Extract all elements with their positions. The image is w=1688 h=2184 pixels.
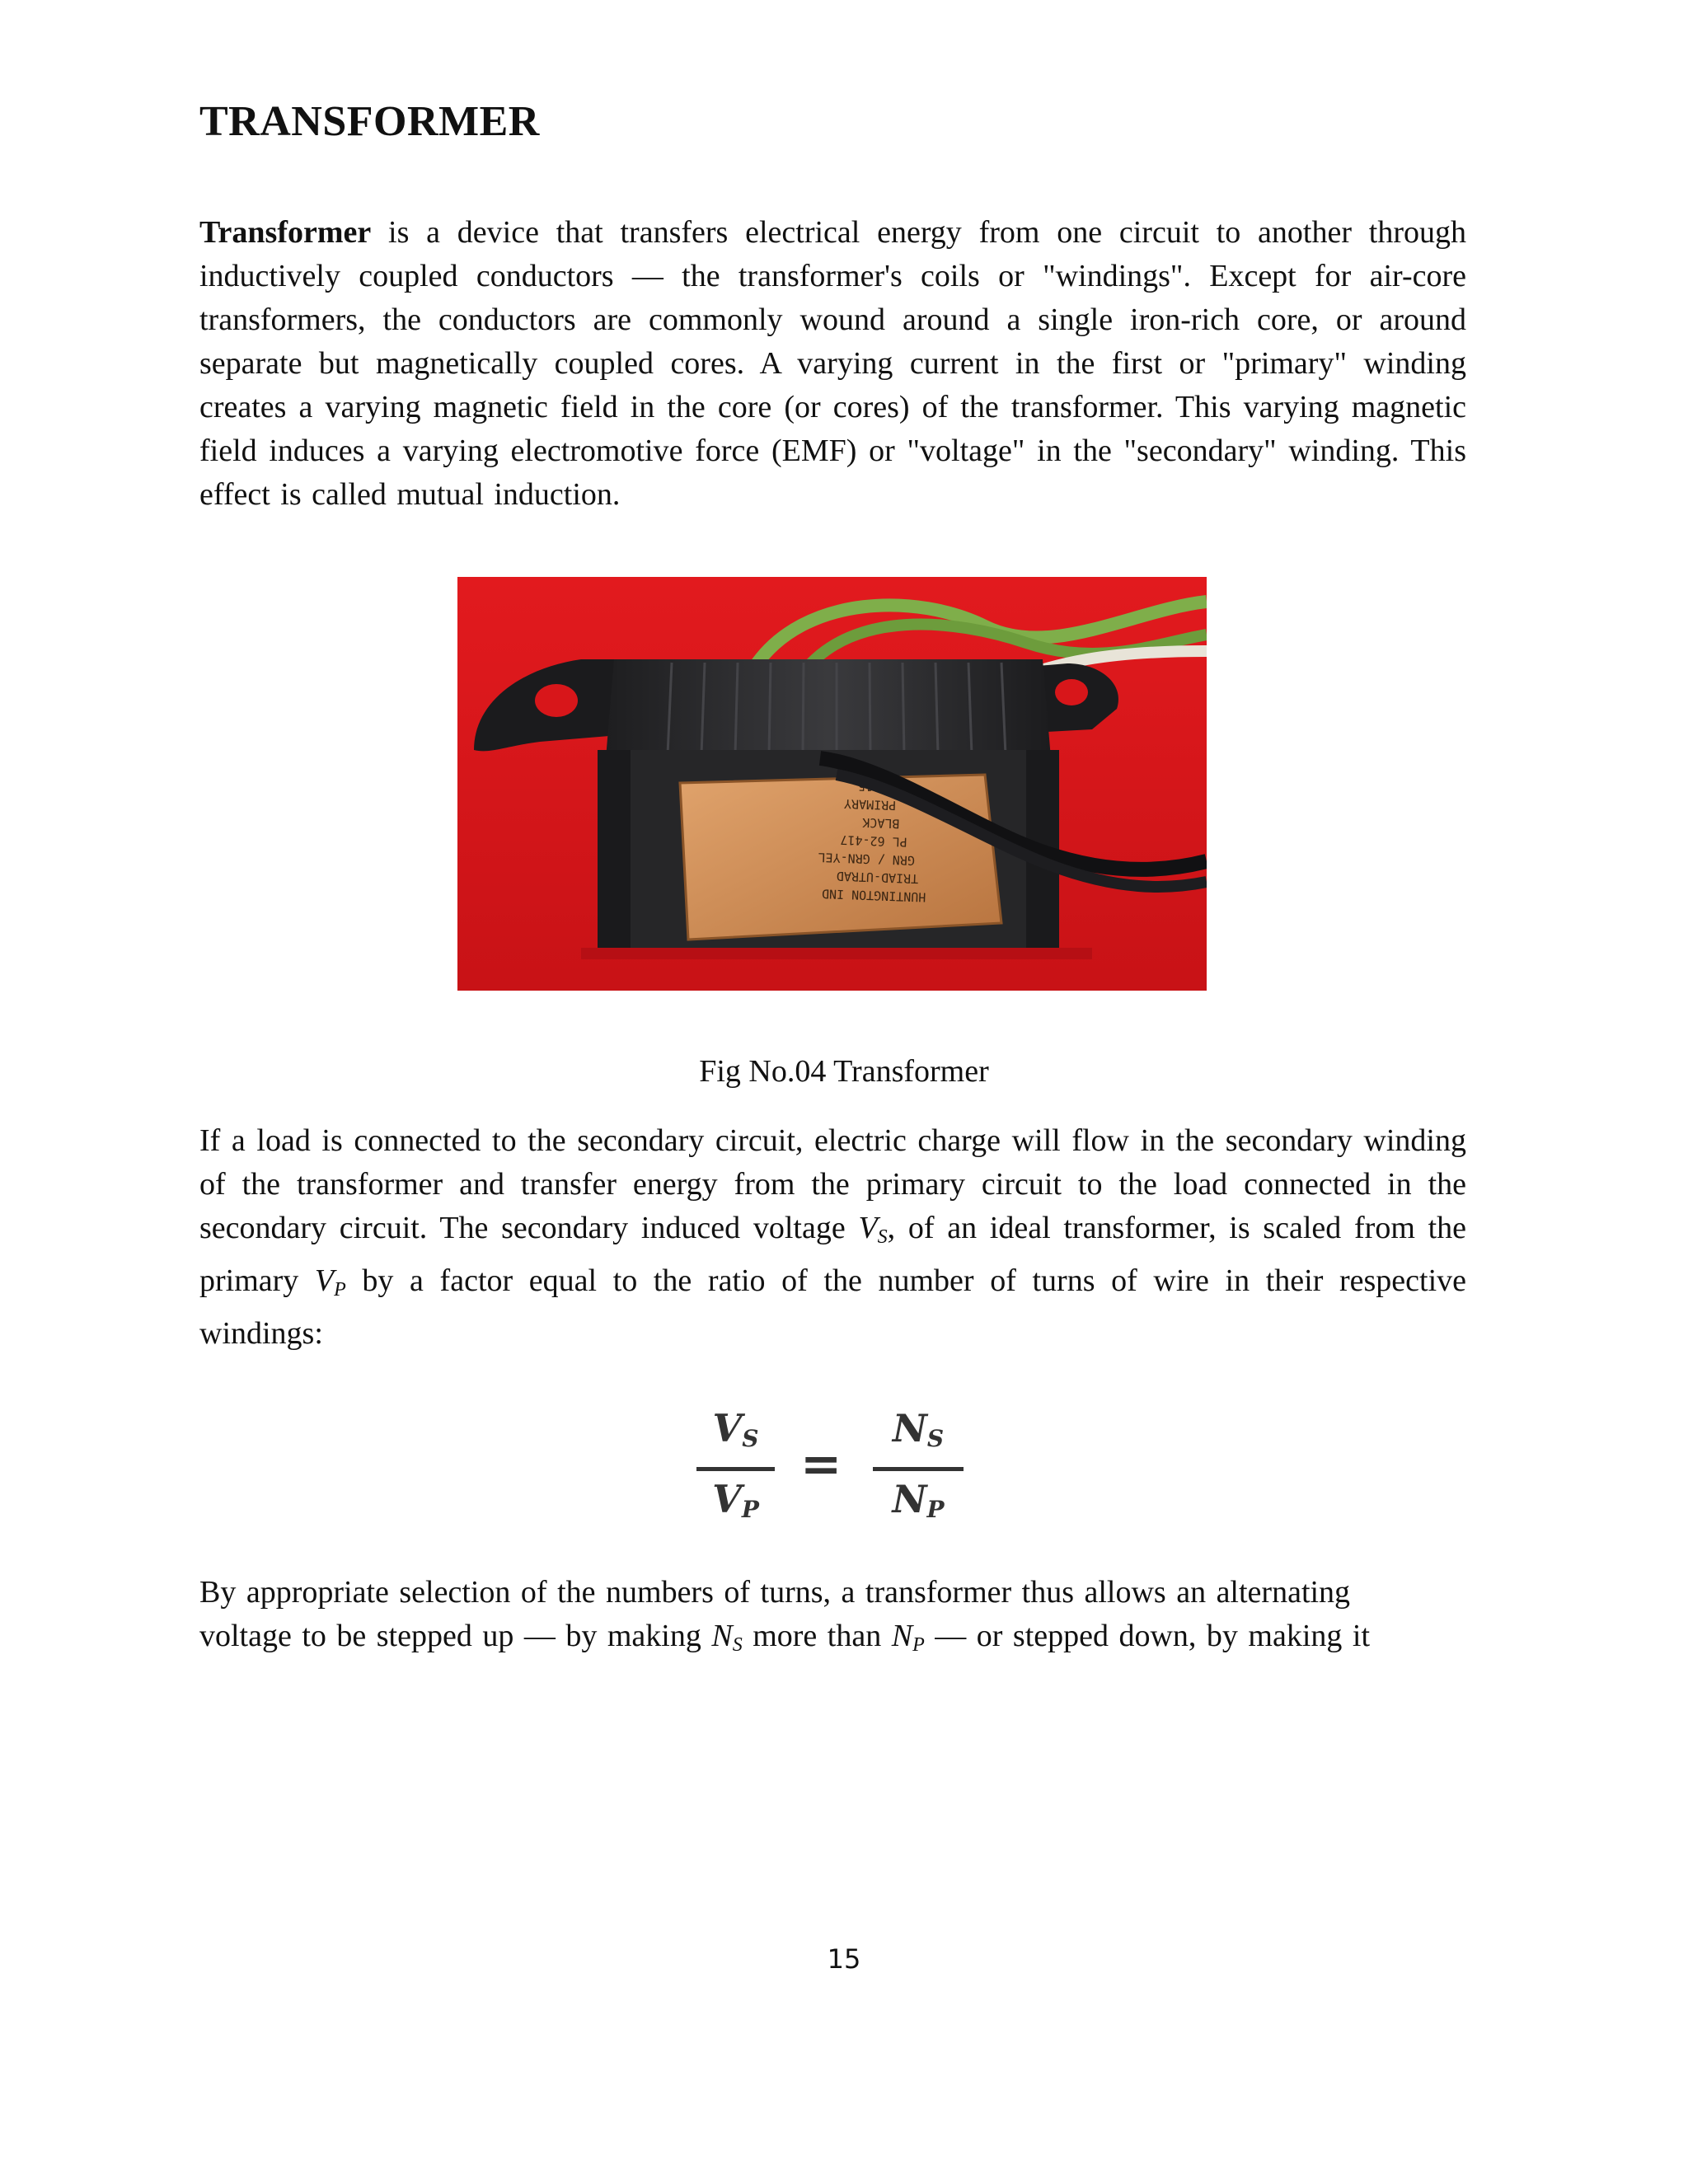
var-np-letter: N (891, 1619, 913, 1653)
label-line-5: BLACK (862, 814, 900, 832)
var-vp (314, 1263, 346, 1301)
label-line-7: 115 (857, 778, 881, 794)
load-paragraph (199, 1119, 1466, 1356)
turns-ratio-equation (696, 1405, 968, 1523)
eq-ns-sub: S (926, 1425, 945, 1452)
eq-np (873, 1476, 964, 1533)
step-paragraph (199, 1571, 1444, 1667)
load-text-3: by a factor equal to the ratio of the number of turns of wire in their respective windings: (199, 1263, 1466, 1351)
label-line-6: PRIMARY (843, 796, 897, 813)
voltage-ratio (696, 1405, 775, 1533)
fraction-bar (873, 1467, 964, 1471)
var-ns (711, 1619, 743, 1656)
step-text-3: — or stepped down, by making it (924, 1619, 1371, 1653)
load-text-1: If a load is connected to the secondary circuit, electric charge will flow in the secondary winding of the transformer and transfer energy from the primary circuit to the load connected in the secondary circuit. The secondary induced voltage (199, 1123, 1466, 1245)
var-np (891, 1619, 925, 1656)
turns-ratio (873, 1405, 964, 1533)
core-top (606, 659, 1051, 758)
equals-sign: = (800, 1436, 842, 1493)
label-line-1: HUNTINGTON IND (821, 886, 926, 905)
var-vs (858, 1211, 888, 1248)
eq-vs-letter: V (712, 1406, 743, 1451)
step-text-2: more than (742, 1619, 892, 1653)
eq-vp (696, 1476, 775, 1533)
intro-text: is a device that transfers electrical energy from one circuit to another through inductively coupled conductors — the transformer's coils or "windings". Except for air-core transformers, the conductors are commonly wound around a single iron-rich core, or around separate but magnetically coupled cores. A varying current in the first or "primary" winding creates a varying magnetic field in the core (or cores) of the transformer. This varying magnetic field induces a varying electromotive force (EMF) or "voltage" in the "secondary" winding. This effect is called mutual induction. (199, 215, 1466, 512)
var-ns-sub: S (732, 1634, 743, 1656)
page-title: TRANSFORMER (199, 98, 540, 145)
eq-ns (873, 1405, 964, 1462)
eq-np-sub: P (926, 1496, 945, 1523)
page-number: 15 (827, 1943, 861, 1975)
label-line-4: PL 62-417 (840, 832, 907, 850)
right-bracket-hole (1055, 679, 1088, 705)
label-line-2: TRIAD-UTRAD (836, 868, 919, 887)
eq-ns-letter: N (892, 1406, 927, 1451)
left-bracket-hole (535, 684, 578, 717)
fraction-bar (696, 1467, 775, 1471)
term-transformer: Transformer (199, 215, 372, 250)
var-vs-letter: V (858, 1211, 878, 1245)
var-vp-sub: P (334, 1279, 346, 1301)
eq-np-letter: N (892, 1477, 927, 1521)
eq-vp-sub: P (741, 1496, 759, 1523)
var-vp-letter: V (314, 1263, 335, 1298)
label-line-3: GRN / GRN-YEL (818, 850, 916, 869)
transformer-photo (457, 577, 1207, 991)
eq-vs-sub: S (742, 1425, 759, 1452)
eq-vs (696, 1405, 775, 1462)
var-vs-sub: S (877, 1226, 888, 1248)
eq-vp-letter: V (712, 1477, 742, 1521)
var-np-sub: P (912, 1634, 925, 1656)
var-ns-letter: N (711, 1619, 733, 1653)
load-text-2: , of an ideal transformer, is scaled from the primary (199, 1211, 1467, 1298)
intro-paragraph (199, 211, 1466, 517)
figure-caption: Fig No.04 Transformer (699, 1054, 989, 1089)
step-text-1: By appropriate selection of the numbers of turns, a transformer thus allows an alternating voltage to be stepped up — by making (199, 1575, 1351, 1653)
